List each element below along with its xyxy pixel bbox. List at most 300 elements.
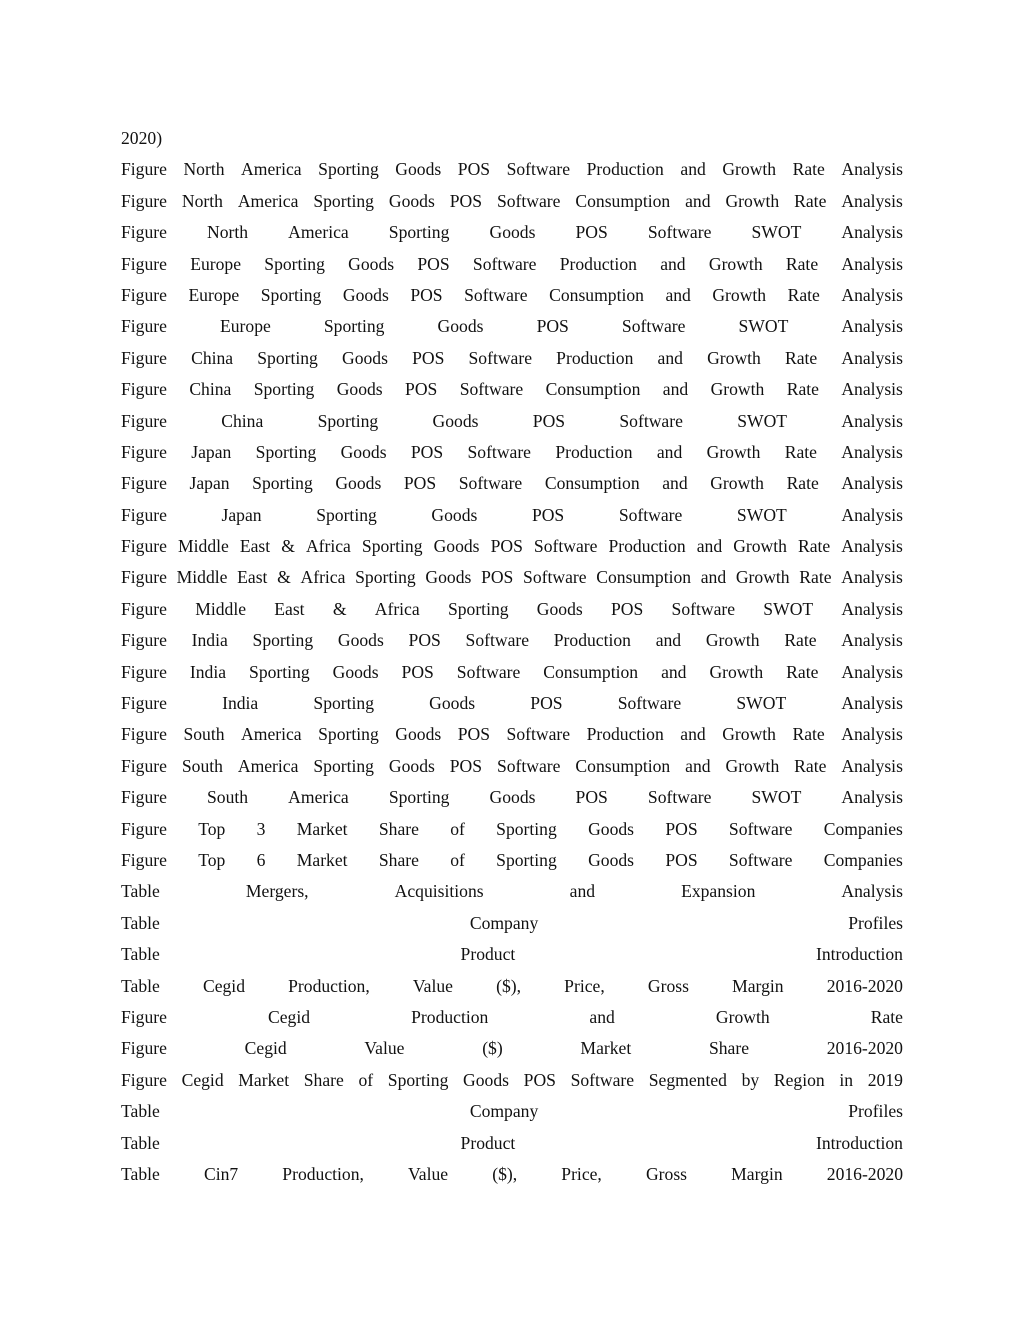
line-word: Figure bbox=[121, 849, 167, 870]
line-word: Sporting bbox=[388, 222, 450, 243]
document-line bbox=[121, 939, 903, 970]
line-word: North bbox=[181, 190, 223, 211]
line-word: Figure bbox=[121, 787, 167, 808]
line-word: Table bbox=[121, 944, 160, 965]
document-line bbox=[121, 468, 903, 499]
line-word: Production bbox=[553, 630, 631, 651]
document-line bbox=[121, 657, 903, 688]
line-word: Analysis bbox=[841, 316, 903, 337]
line-word: India bbox=[222, 693, 259, 714]
line-word: Analysis bbox=[841, 693, 903, 714]
line-word: Market bbox=[580, 1038, 632, 1059]
line-word: Goods bbox=[337, 630, 384, 651]
document-line bbox=[121, 1159, 903, 1190]
line-word: Product bbox=[460, 1132, 516, 1153]
line-word: Region bbox=[773, 1069, 825, 1090]
document-line bbox=[121, 280, 903, 311]
line-word: Gross bbox=[647, 975, 689, 996]
line-word: Sporting bbox=[313, 693, 375, 714]
document-line: 2020) bbox=[121, 128, 163, 148]
line-word: Sporting bbox=[257, 347, 318, 368]
line-word: POS bbox=[530, 693, 563, 714]
line-word: Analysis bbox=[841, 598, 903, 619]
line-word: Figure bbox=[121, 661, 167, 682]
document-line bbox=[121, 625, 903, 656]
line-word: and bbox=[680, 724, 706, 745]
line-word: Growth bbox=[707, 347, 761, 368]
line-word: Sporting bbox=[253, 379, 315, 400]
line-word: Sporting bbox=[316, 504, 377, 525]
line-word: Middle bbox=[195, 598, 247, 619]
line-word: Analysis bbox=[841, 284, 903, 305]
line-word: POS bbox=[401, 661, 434, 682]
line-word: Production bbox=[559, 253, 637, 274]
document-line bbox=[121, 688, 903, 719]
document-line bbox=[121, 217, 903, 248]
line-word: and bbox=[655, 630, 682, 651]
line-word: Value bbox=[412, 975, 453, 996]
document-text-body bbox=[121, 123, 903, 1190]
line-word: Production, bbox=[288, 975, 370, 996]
line-word: Market bbox=[296, 818, 348, 839]
document-line bbox=[121, 1033, 903, 1064]
line-word: & bbox=[281, 536, 295, 557]
line-word: Japan bbox=[189, 473, 230, 494]
line-word: Figure bbox=[121, 567, 167, 588]
line-word: Table bbox=[121, 912, 160, 933]
line-word: POS bbox=[490, 536, 523, 557]
line-word: China bbox=[189, 379, 232, 400]
line-word: ($) bbox=[482, 1038, 503, 1059]
line-word: China bbox=[191, 347, 234, 368]
line-word: America bbox=[241, 159, 302, 180]
line-word: and bbox=[665, 284, 691, 305]
document-line bbox=[121, 814, 903, 845]
line-word: and bbox=[569, 881, 596, 902]
line-word: Sporting bbox=[252, 630, 314, 651]
line-word: South bbox=[183, 724, 225, 745]
line-word: Middle bbox=[177, 536, 229, 557]
line-word: Analysis bbox=[841, 441, 903, 462]
line-word: Analysis bbox=[841, 253, 903, 274]
line-word: Software bbox=[533, 536, 598, 557]
line-word: of bbox=[358, 1069, 374, 1090]
line-word: Production bbox=[586, 724, 664, 745]
line-word: Figure bbox=[121, 190, 167, 211]
line-word: Growth bbox=[735, 567, 790, 588]
line-word: Rate bbox=[786, 661, 819, 682]
line-word: POS bbox=[611, 598, 644, 619]
line-word: Acquisitions bbox=[394, 881, 484, 902]
line-word: Analysis bbox=[841, 190, 903, 211]
line-word: Software bbox=[617, 693, 682, 714]
line-word: and bbox=[589, 1006, 615, 1027]
line-word: Europe bbox=[190, 253, 242, 274]
line-word: POS bbox=[523, 1069, 556, 1090]
line-word: Consumption bbox=[545, 379, 641, 400]
line-word: SWOT bbox=[751, 222, 802, 243]
line-word: Sporting bbox=[496, 818, 557, 839]
line-word: in bbox=[839, 1069, 854, 1090]
line-word: Sporting bbox=[255, 441, 317, 462]
line-word: POS bbox=[531, 504, 565, 525]
line-word: Company bbox=[469, 1101, 539, 1122]
line-word: South bbox=[181, 755, 223, 776]
line-word: Software bbox=[647, 222, 712, 243]
line-word: Goods bbox=[395, 724, 442, 745]
line-word: and bbox=[656, 441, 683, 462]
line-word: POS bbox=[410, 284, 443, 305]
line-word: Europe bbox=[188, 284, 240, 305]
document-line bbox=[121, 531, 903, 562]
document-line bbox=[121, 751, 903, 782]
document-line bbox=[121, 719, 903, 750]
line-word: POS bbox=[575, 787, 608, 808]
line-word: Analysis bbox=[841, 881, 903, 902]
line-word: Consumption bbox=[543, 661, 639, 682]
line-word: POS bbox=[405, 379, 438, 400]
line-word: America bbox=[288, 787, 349, 808]
line-word: and bbox=[662, 473, 688, 494]
line-word: Goods bbox=[433, 536, 480, 557]
line-word: Cin7 bbox=[203, 1163, 239, 1184]
line-word: Introduction bbox=[816, 1132, 903, 1153]
line-word: and bbox=[661, 661, 687, 682]
line-word: Margin bbox=[731, 1163, 783, 1184]
document-line bbox=[121, 971, 903, 1002]
line-word: & bbox=[332, 598, 347, 619]
line-word: and bbox=[662, 379, 689, 400]
line-word: POS bbox=[410, 441, 444, 462]
line-word: Goods bbox=[336, 379, 383, 400]
line-word: Segmented bbox=[648, 1069, 727, 1090]
line-word: Goods bbox=[425, 567, 472, 588]
line-word: Rate bbox=[786, 379, 819, 400]
line-word: Production bbox=[586, 159, 664, 180]
line-word: POS bbox=[536, 316, 569, 337]
line-word: Software bbox=[728, 818, 793, 839]
document-line bbox=[121, 876, 903, 907]
line-word: 2016-2020 bbox=[826, 975, 903, 996]
line-word: and bbox=[657, 347, 683, 368]
line-word: Market bbox=[238, 1069, 290, 1090]
line-word: Sporting bbox=[355, 567, 416, 588]
line-word: Software bbox=[467, 441, 531, 462]
line-word: America bbox=[237, 190, 299, 211]
line-word: by bbox=[741, 1069, 760, 1090]
document-line bbox=[121, 249, 903, 280]
line-word: POS bbox=[412, 347, 445, 368]
line-word: Figure bbox=[121, 253, 167, 274]
line-word: Rate bbox=[870, 1006, 903, 1027]
line-word: Consumption bbox=[575, 190, 671, 211]
line-word: Sporting bbox=[388, 787, 450, 808]
line-word: Cegid bbox=[181, 1069, 224, 1090]
line-word: Goods bbox=[342, 284, 389, 305]
line-word: Goods bbox=[432, 410, 479, 431]
line-word: Share bbox=[303, 1069, 344, 1090]
line-word: POS bbox=[532, 410, 566, 431]
line-word: Figure bbox=[121, 724, 167, 745]
line-word: Companies bbox=[823, 818, 903, 839]
line-word: Software bbox=[647, 787, 712, 808]
line-word: Africa bbox=[305, 536, 351, 557]
line-word: Production, bbox=[282, 1163, 364, 1184]
line-word: East bbox=[239, 536, 271, 557]
line-word: Rate bbox=[784, 441, 817, 462]
line-word: Figure bbox=[121, 410, 167, 431]
document-line bbox=[121, 1128, 903, 1159]
line-word: Sporting bbox=[317, 410, 379, 431]
line-word: Rate bbox=[798, 536, 831, 557]
line-word: Figure bbox=[121, 1038, 167, 1059]
line-word: Sporting bbox=[249, 661, 310, 682]
line-word: Figure bbox=[121, 347, 167, 368]
line-word: Figure bbox=[121, 536, 167, 557]
line-word: Growth bbox=[733, 536, 787, 557]
line-word: Value bbox=[408, 1163, 449, 1184]
line-word: Rate bbox=[787, 284, 820, 305]
line-word: Africa bbox=[374, 598, 420, 619]
line-word: America bbox=[288, 222, 349, 243]
line-word: POS bbox=[481, 567, 514, 588]
line-word: Goods bbox=[388, 755, 435, 776]
document-line bbox=[121, 406, 903, 437]
line-word: Sporting bbox=[447, 598, 509, 619]
line-word: Sporting bbox=[252, 473, 313, 494]
line-word: Figure bbox=[121, 222, 167, 243]
line-word: Software bbox=[671, 598, 736, 619]
line-word: Figure bbox=[121, 316, 167, 337]
line-word: Goods bbox=[437, 316, 484, 337]
line-word: 2019 bbox=[867, 1069, 903, 1090]
line-word: Product bbox=[460, 944, 516, 965]
line-word: Share bbox=[378, 849, 419, 870]
line-word: America bbox=[237, 755, 299, 776]
line-word: Software bbox=[496, 755, 561, 776]
line-word: and bbox=[685, 755, 711, 776]
line-word: and bbox=[696, 536, 723, 557]
line-word: Growth bbox=[710, 473, 764, 494]
line-word: of bbox=[450, 818, 465, 839]
document-line bbox=[121, 343, 903, 374]
line-word: Introduction bbox=[816, 944, 903, 965]
line-word: Sporting bbox=[361, 536, 423, 557]
line-word: Analysis bbox=[841, 787, 903, 808]
line-word: Figure bbox=[121, 159, 167, 180]
line-word: and bbox=[685, 190, 711, 211]
line-word: Japan bbox=[191, 441, 232, 462]
line-word: East bbox=[237, 567, 268, 588]
line-word: Cegid bbox=[268, 1006, 311, 1027]
line-word: 2016-2020 bbox=[826, 1038, 903, 1059]
line-word: Table bbox=[121, 1132, 160, 1153]
document-line bbox=[121, 594, 903, 625]
line-word: Sporting bbox=[264, 253, 325, 274]
line-word: North bbox=[207, 222, 249, 243]
line-word: Analysis bbox=[841, 567, 903, 588]
line-word: Figure bbox=[121, 1069, 167, 1090]
line-word: Table bbox=[121, 1163, 160, 1184]
line-word: POS bbox=[575, 222, 608, 243]
line-word: Goods bbox=[588, 818, 635, 839]
line-word: 2016-2020 bbox=[826, 1163, 903, 1184]
line-word: Rate bbox=[784, 630, 817, 651]
line-word: Software bbox=[618, 504, 683, 525]
document-line bbox=[121, 1096, 903, 1127]
line-word: POS bbox=[665, 818, 698, 839]
line-word: SWOT bbox=[736, 504, 787, 525]
line-word: Figure bbox=[121, 818, 167, 839]
line-word: Sporting bbox=[313, 755, 374, 776]
line-word: Consumption bbox=[596, 567, 692, 588]
line-word: Cegid bbox=[202, 975, 245, 996]
line-word: and bbox=[700, 567, 727, 588]
line-word: and bbox=[680, 159, 706, 180]
line-word: Production bbox=[608, 536, 686, 557]
document-line bbox=[121, 845, 903, 876]
line-word: POS bbox=[408, 630, 441, 651]
line-word: Sporting bbox=[260, 284, 322, 305]
line-word: Sporting bbox=[387, 1069, 449, 1090]
line-word: Analysis bbox=[841, 724, 903, 745]
line-word: SWOT bbox=[736, 693, 787, 714]
line-word: Europe bbox=[220, 316, 271, 337]
line-word: Software bbox=[728, 849, 793, 870]
line-word: Top bbox=[198, 849, 226, 870]
document-line bbox=[121, 1065, 903, 1096]
line-word: Software bbox=[570, 1069, 635, 1090]
line-word: Analysis bbox=[841, 159, 903, 180]
document-line bbox=[121, 562, 903, 593]
line-word: Production bbox=[556, 347, 634, 368]
line-word: Growth bbox=[722, 724, 776, 745]
line-word: SWOT bbox=[738, 316, 789, 337]
line-word: Goods bbox=[431, 504, 478, 525]
line-word: ($), bbox=[492, 1163, 518, 1184]
line-word: POS bbox=[449, 755, 483, 776]
line-word: Sporting bbox=[496, 849, 557, 870]
line-word: Company bbox=[469, 912, 539, 933]
line-word: Goods bbox=[340, 441, 387, 462]
line-word: Consumption bbox=[549, 284, 644, 305]
line-word: Growth bbox=[710, 379, 765, 400]
line-word: 3 bbox=[256, 818, 266, 839]
line-word: Goods bbox=[332, 661, 379, 682]
document-line bbox=[121, 500, 903, 531]
line-word: Goods bbox=[489, 222, 536, 243]
line-word: Software bbox=[459, 379, 524, 400]
line-word: Price, bbox=[564, 975, 605, 996]
line-word: Goods bbox=[489, 787, 536, 808]
line-word: Japan bbox=[221, 504, 262, 525]
document-line bbox=[121, 908, 903, 939]
line-word: Growth bbox=[709, 661, 764, 682]
line-word: Figure bbox=[121, 284, 167, 305]
line-word: Software bbox=[523, 567, 587, 588]
line-word: Value bbox=[364, 1038, 405, 1059]
line-word: Growth bbox=[725, 190, 780, 211]
document-line bbox=[121, 374, 903, 405]
document-line bbox=[121, 1002, 903, 1033]
document-line bbox=[121, 437, 903, 468]
line-word: Sporting bbox=[313, 190, 374, 211]
document-line bbox=[121, 782, 903, 813]
line-word: Analysis bbox=[841, 379, 903, 400]
line-word: POS bbox=[417, 253, 450, 274]
line-word: POS bbox=[457, 159, 491, 180]
line-word: Growth bbox=[722, 159, 777, 180]
line-word: Goods bbox=[536, 598, 583, 619]
line-word: Price, bbox=[561, 1163, 602, 1184]
line-word: Analysis bbox=[841, 536, 903, 557]
line-word: Goods bbox=[388, 190, 435, 211]
line-word: POS bbox=[665, 849, 698, 870]
line-word: Market bbox=[296, 849, 348, 870]
line-word: Figure bbox=[121, 473, 167, 494]
line-word: India bbox=[191, 630, 228, 651]
line-word: POS bbox=[449, 190, 483, 211]
line-word: Software bbox=[458, 473, 523, 494]
line-word: Profiles bbox=[848, 912, 903, 933]
line-word: Sporting bbox=[318, 724, 379, 745]
line-word: Rate bbox=[786, 473, 819, 494]
line-word: Analysis bbox=[841, 347, 903, 368]
line-word: Software bbox=[464, 284, 528, 305]
line-word: Middle bbox=[176, 567, 228, 588]
line-word: Top bbox=[198, 818, 226, 839]
line-word: Rate bbox=[799, 567, 832, 588]
line-word: Table bbox=[121, 975, 160, 996]
line-word: Software bbox=[465, 630, 530, 651]
line-word: Rate bbox=[785, 253, 819, 274]
line-word: Companies bbox=[823, 849, 903, 870]
line-word: Software bbox=[619, 410, 683, 431]
line-word: Consumption bbox=[575, 755, 671, 776]
line-word: Share bbox=[378, 818, 419, 839]
line-word: Growth bbox=[706, 441, 761, 462]
line-word: Africa bbox=[300, 567, 346, 588]
line-word: Figure bbox=[121, 441, 167, 462]
line-word: Analysis bbox=[841, 661, 903, 682]
line-word: Analysis bbox=[841, 504, 903, 525]
line-word: Analysis bbox=[841, 222, 903, 243]
line-word: Goods bbox=[335, 473, 382, 494]
line-word: Growth bbox=[715, 1006, 770, 1027]
line-word: POS bbox=[403, 473, 437, 494]
line-word: Growth bbox=[708, 253, 763, 274]
line-word: of bbox=[450, 849, 465, 870]
line-word: Rate bbox=[794, 190, 827, 211]
line-word: Goods bbox=[348, 253, 395, 274]
line-word: Figure bbox=[121, 755, 167, 776]
document-line bbox=[121, 186, 903, 217]
line-word: Analysis bbox=[841, 755, 903, 776]
line-word: Sporting bbox=[318, 159, 379, 180]
line-word: Goods bbox=[342, 347, 388, 368]
line-word: Table bbox=[121, 881, 160, 902]
line-word: North bbox=[183, 159, 225, 180]
line-word: Software bbox=[496, 190, 561, 211]
line-word: Software bbox=[506, 159, 571, 180]
line-word: Figure bbox=[121, 693, 167, 714]
line-word: Software bbox=[621, 316, 686, 337]
line-word: East bbox=[274, 598, 305, 619]
line-word: Software bbox=[456, 661, 521, 682]
line-word: Cegid bbox=[244, 1038, 287, 1059]
line-word: Expansion bbox=[681, 881, 756, 902]
line-word: Profiles bbox=[848, 1101, 903, 1122]
